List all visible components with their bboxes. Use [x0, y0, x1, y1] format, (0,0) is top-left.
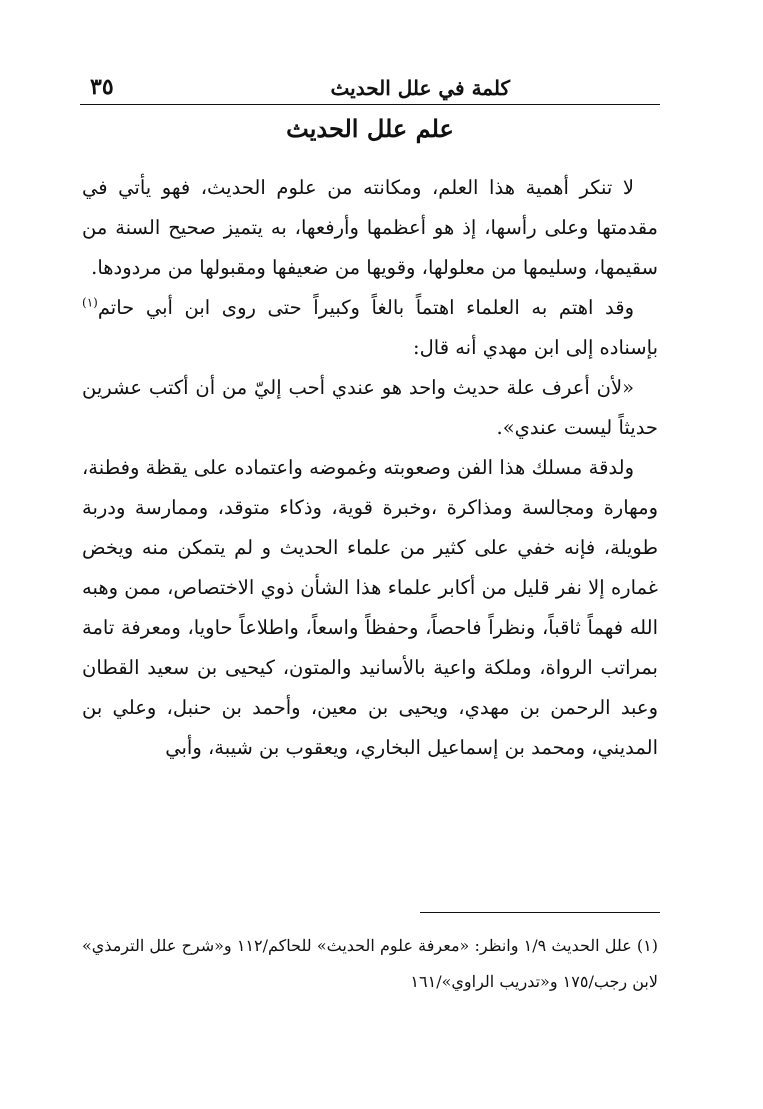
- footnote: (١) علل الحديث ١/٩ وانظر: «معرفة علوم الحديث» للحاكم/١١٢ و«شرح علل الترمذي» لابن رجب/١٧٥ و«تدريب الراوي»/١٦١: [82, 936, 659, 991]
- paragraph-text: وقد اهتم به العلماء اهتماً بالغاً وكبيراً حتى روى ابن أبي حاتم: [97, 296, 634, 319]
- paragraph-text-tail: بإسناده إلى ابن مهدي أنه قال:: [413, 336, 658, 359]
- quotation: «لأن أعرف علة حديث واحد هو عندي أحب إليّ من أن أكتب عشرين حديثاً ليست عندي».: [82, 376, 658, 439]
- paragraph: لا تنكر أهمية هذا العلم، ومكانته من علوم الحديث، فهو يأتي في مقدمتها وعلى رأسها، إذ هو أعظمها وأرفعها، به يتميز صحيح السنة من سقيمها، وسليمها من معلولها، وقويها من ضعيفها ومقبولها من مردودها.: [82, 176, 658, 279]
- running-title: كلمة في علل الحديث: [330, 76, 510, 100]
- paragraph: [82, 288, 658, 368]
- body-text: [82, 168, 658, 768]
- page-number: ٣٥: [90, 74, 114, 100]
- footnote-rule: [420, 912, 660, 913]
- paragraph: ولدقة مسلك هذا الفن وصعوبته وغموضه واعتماده على يقظة وفطنة، ومهارة ومجالسة ومذاكرة ،وخبرة قوية، وذكاء متوقد، وممارسة ودربة طويلة، فإنه خفي على كثير من علماء الحديث و لم يتمكن منه ويخض غماره إلا نفر قليل من أكابر علماء هذا الشأن ذوي الاختصاص، ممن وهبه الله فهماً ثاقباً، ونظراً فاحصاً، وحفظاً واسعاً، واطلاعاً حاويا، ومعرفة تامة بمراتب الرواة، وملكة واعية بالأسانيد والمتون، كيحيى بن سعيد القطان وعبد الرحمن بن مهدي، ويحيى بن معين، وأحمد بن حنبل، وعلي بن المديني، ومحمد بن إسماعيل البخاري، ويعقوب بن شيبة، وأبي: [82, 456, 658, 759]
- page-header: [80, 70, 660, 110]
- header-rule: [80, 104, 660, 105]
- chapter-title: علم علل الحديث: [286, 114, 454, 143]
- footnote-marker: (١): [82, 295, 98, 310]
